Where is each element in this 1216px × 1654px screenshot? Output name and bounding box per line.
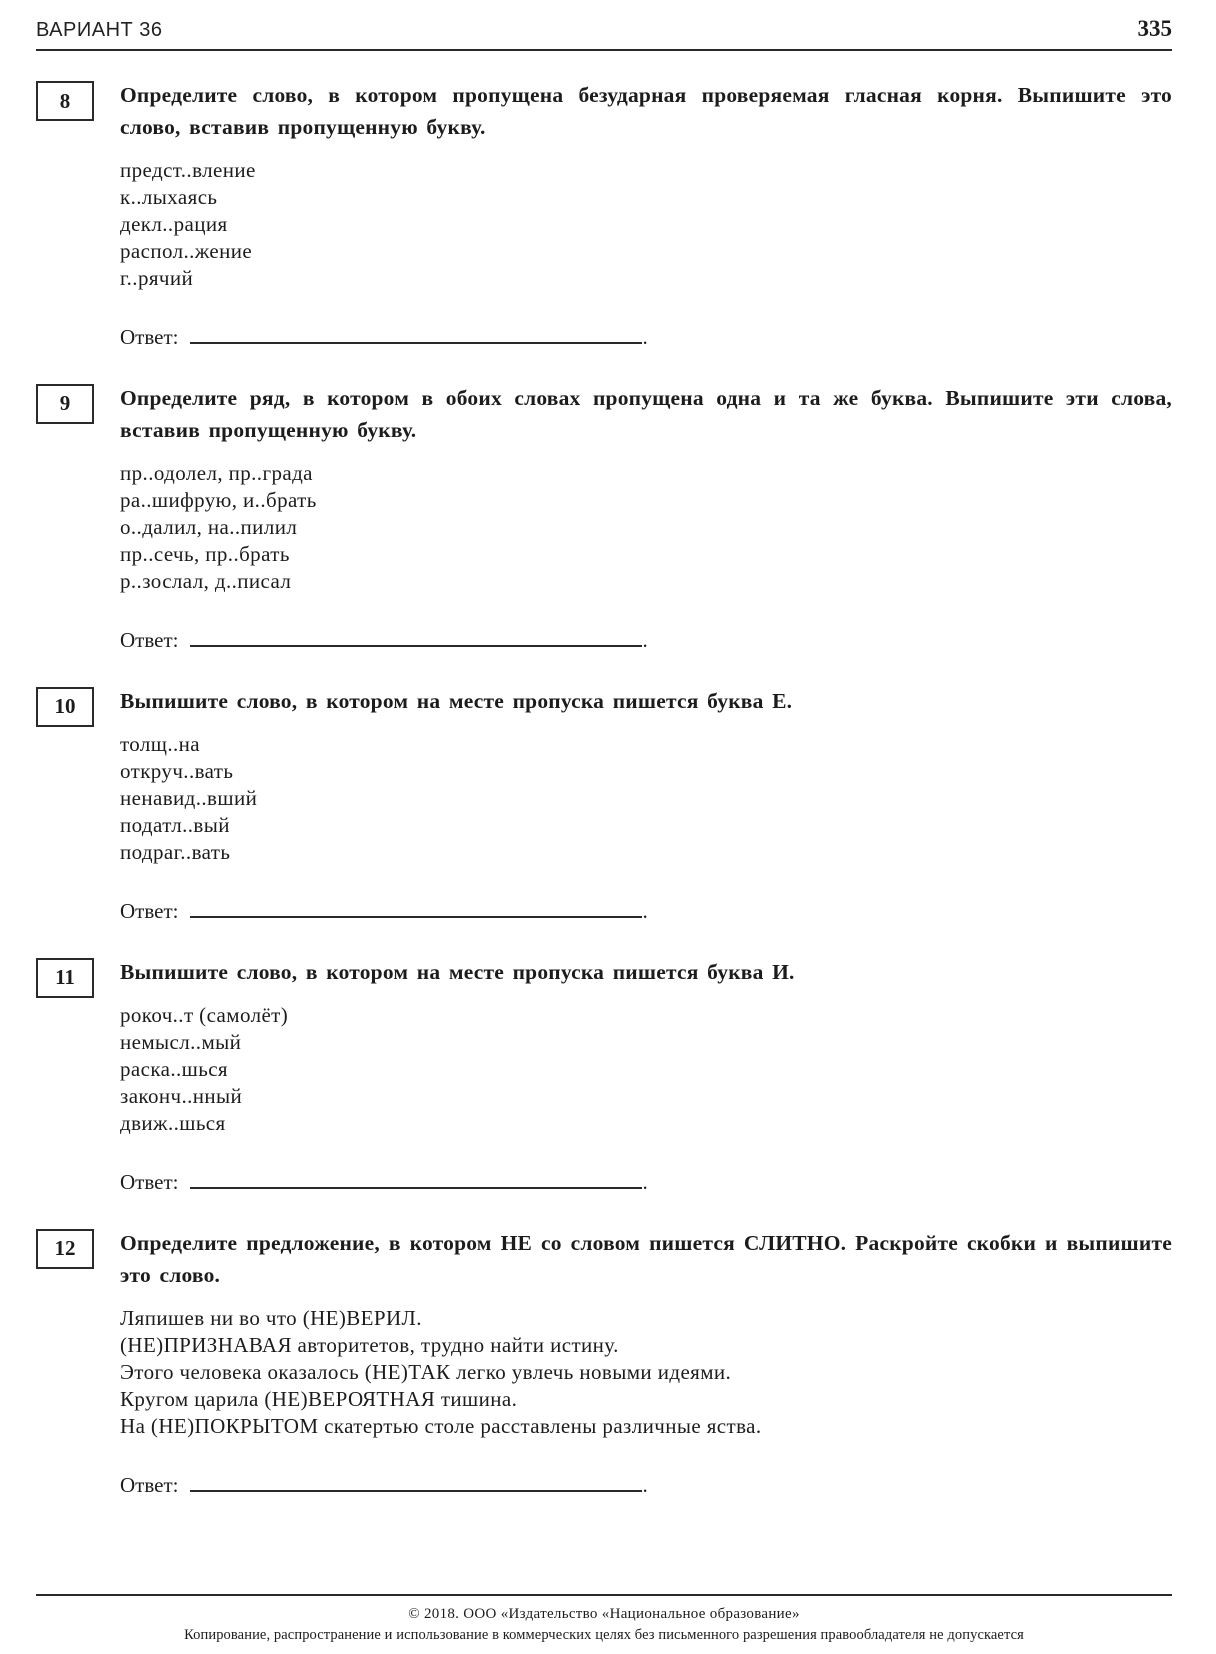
footer-copyright: © 2018. ООО «Издательство «Национальное образование» — [408, 1606, 800, 1622]
question-block-9 — [36, 382, 1172, 653]
footer-notice: Копирование, распространение и использование в коммерческих целях без письменного разрешения правообладателя не допускается — [184, 1627, 1024, 1643]
option-item: г..рячий — [120, 266, 194, 290]
question-body — [120, 382, 1172, 653]
option-item: подраг..вать — [120, 839, 231, 864]
option-item: ра..шифрую, и..брать — [120, 487, 317, 512]
question-prompt: Определите слово, в котором пропущена безударная проверяемая гласная корня. Выпишите это слово, вставив пропущенную букву. — [120, 83, 1172, 139]
answer-blank — [190, 322, 642, 344]
question-prompt: Определите ряд, в котором в обоих словах пропущена одна и та же буква. Выпишите эти слова, вставив пропущенную букву. — [120, 385, 1172, 442]
option-item: пр..одолел, пр..града — [120, 460, 313, 485]
question-block-10 — [36, 685, 1172, 924]
option-item: На (НЕ)ПОКРЫТОМ скатертью столе расставлены различные яства. — [120, 1413, 762, 1438]
option-item: податл..вый — [120, 812, 230, 837]
answer-label: Ответ: — [120, 1169, 179, 1194]
answer-label: Ответ: — [120, 1472, 179, 1497]
option-item: Ляпишев ни во что (НЕ)ВЕРИЛ. — [120, 1305, 422, 1330]
option-item: о..далил, на..пилил — [120, 514, 298, 539]
page-header — [36, 16, 1172, 42]
question-number-box — [36, 687, 94, 727]
question-prompt: Выпишите слово, в котором на месте пропуска пишется буква И. — [120, 959, 795, 984]
answer-blank — [190, 1167, 642, 1189]
question-prompt: Определите предложение, в котором НЕ со словом пишется СЛИТНО. Раскройте скобки и выпишите это слово. — [120, 1230, 1172, 1287]
option-item: распол..жение — [120, 239, 253, 263]
question-number-box — [36, 384, 94, 424]
questions-area — [36, 79, 1172, 1498]
options-list — [120, 460, 1172, 595]
question-number-column — [36, 382, 120, 653]
question-number: 9 — [59, 391, 71, 416]
option-item: Этого человека оказалось (НЕ)ТАК легко увлечь новыми идеями. — [120, 1359, 732, 1384]
option-item: законч..нный — [120, 1083, 243, 1108]
option-item: ненавид..вший — [120, 785, 258, 810]
option-item: откруч..вать — [120, 758, 234, 783]
variant-label: ВАРИАНТ 36 — [36, 19, 163, 41]
question-body — [120, 685, 1172, 924]
option-item: рокоч..т (самолёт) — [120, 1002, 289, 1027]
option-item: (НЕ)ПРИЗНАВАЯ авторитетов, трудно найти истину. — [120, 1332, 619, 1357]
answer-row — [120, 625, 1172, 653]
answer-row — [120, 1470, 1172, 1498]
answer-row — [120, 896, 1172, 924]
option-item: толщ..на — [120, 731, 201, 756]
answer-period: . — [642, 1169, 648, 1194]
question-block-11 — [36, 956, 1172, 1195]
answer-blank — [190, 1470, 642, 1492]
answer-blank — [190, 625, 642, 647]
question-number-column — [36, 79, 120, 350]
question-number-box — [36, 1229, 94, 1269]
answer-row — [120, 1167, 1172, 1195]
option-item: движ..шься — [120, 1110, 226, 1135]
answer-row — [120, 322, 1172, 350]
question-number: 8 — [59, 88, 71, 113]
option-item: предст..вление — [120, 158, 256, 182]
question-body — [120, 1227, 1172, 1498]
option-item: к..лыхаясь — [120, 185, 218, 209]
question-prompt: Выпишите слово, в котором на месте пропуска пишется буква Е. — [120, 688, 793, 713]
question-number: 10 — [54, 694, 76, 719]
answer-period: . — [642, 898, 648, 923]
options-list — [120, 157, 1172, 292]
options-list — [120, 1305, 1172, 1440]
options-list — [120, 731, 1172, 866]
question-number: 12 — [54, 1236, 76, 1261]
answer-blank — [190, 896, 642, 918]
question-number-box — [36, 958, 94, 998]
footer-rule — [36, 1594, 1172, 1596]
page-footer — [36, 1594, 1172, 1644]
option-item: раска..шься — [120, 1056, 228, 1081]
question-number-column — [36, 685, 120, 924]
option-item: р..зослал, д..писал — [120, 568, 292, 593]
answer-period: . — [642, 324, 648, 349]
question-block-8 — [36, 79, 1172, 350]
question-number-column — [36, 1227, 120, 1498]
question-body — [120, 956, 1172, 1195]
question-block-12 — [36, 1227, 1172, 1498]
question-body — [120, 79, 1172, 350]
options-list — [120, 1002, 1172, 1137]
question-number: 11 — [55, 965, 75, 990]
answer-period: . — [642, 1472, 648, 1497]
option-item: Кругом царила (НЕ)ВЕРОЯТНАЯ тишина. — [120, 1386, 518, 1411]
page-number: 335 — [1137, 16, 1172, 41]
option-item: пр..сечь, пр..брать — [120, 541, 290, 566]
question-number-column — [36, 956, 120, 1195]
header-rule — [36, 49, 1172, 51]
answer-label: Ответ: — [120, 324, 179, 349]
answer-label: Ответ: — [120, 627, 179, 652]
answer-period: . — [642, 627, 648, 652]
question-number-box — [36, 81, 94, 121]
option-item: немысл..мый — [120, 1029, 242, 1054]
answer-label: Ответ: — [120, 898, 179, 923]
option-item: декл..рация — [120, 212, 228, 236]
